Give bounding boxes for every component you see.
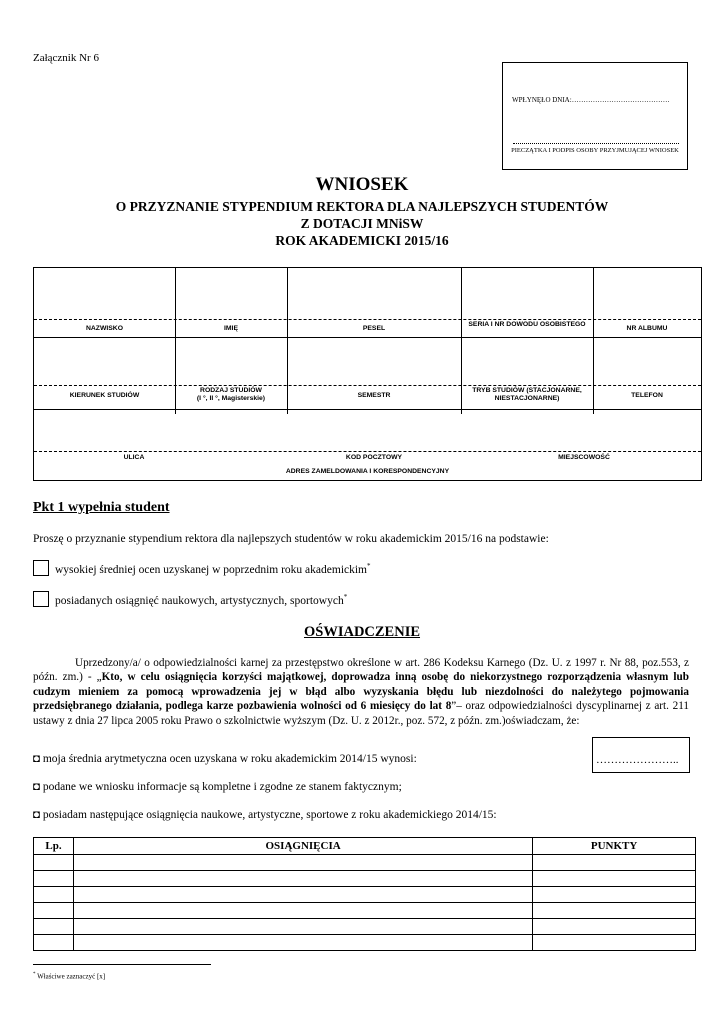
points-cell[interactable]: [533, 871, 696, 887]
table-header-row: [34, 838, 696, 855]
bullet-icon: ◘: [33, 753, 40, 765]
points-cell[interactable]: [533, 887, 696, 903]
request-text: Proszę o przyznanie stypendium rektora dla najlepszych studentów w roku akademickim 2015/16 na podstawie:: [33, 533, 549, 545]
city-label: MIEJSCOWOŚĆ: [558, 454, 610, 461]
bullet-icon: ◘: [33, 781, 40, 793]
points-cell[interactable]: [533, 919, 696, 935]
achievement-cell[interactable]: [73, 919, 532, 935]
study-type-label: [175, 387, 287, 403]
received-label: WPŁYNĘŁO DNIA:: [512, 96, 572, 104]
penal-code-quote: Kto, w celu osiągnięcia korzyści majątkowej, doprowadza inną osobę do niekorzystnego rozporządzenia własnym lub cudzym mieniem za pomocą wprowadzenia jej w błąd albo wyzyskania błędu lub niezdolności do należytego pojmowania przedsiębranego działania, podlega karze pozbawienia wolności od 6 miesięcy do lat 8: [33, 671, 689, 713]
footnote-mark: *: [33, 972, 36, 977]
col-header-lp: Lp.: [34, 838, 74, 855]
table-row: [34, 935, 696, 951]
study-mode-label: TRYB STUDIÓW (STACJONARNE, NIESTACJONARNE): [472, 387, 582, 402]
bullet-achievements: ◘ posiadam następujące osiągnięcia naukowe, artystyczne, sportowe z roku akademickiego 2014/15:: [33, 809, 497, 821]
col-header-points: PUNKTY: [533, 838, 696, 855]
postal-code-label: KOD POCZTOWY: [345, 454, 403, 461]
bullet-complete-info: ◘ podane we wniosku informacje są kompletne i zgodne ze stanem faktycznym;: [33, 781, 402, 793]
personal-data-table: [33, 267, 702, 481]
option-gpa-label: wysokiej średniej ocen uzyskanej w poprzednim roku akademickim*: [55, 562, 371, 576]
achievement-cell[interactable]: [73, 903, 532, 919]
footnote-separator: [33, 964, 211, 965]
points-cell[interactable]: [533, 903, 696, 919]
signature-label: PIECZĄTKA I PODPIS OSOBY PRZYJMUJĄCEJ WNIOSEK: [511, 147, 679, 154]
pkt1-title: Pkt 1 wypełnia student: [33, 500, 170, 515]
col-header-achievements: OSIĄGNIĘCIA: [73, 838, 532, 855]
option-achievements-label: posiadanych osiągnięć naukowych, artystycznych, sportowych*: [55, 593, 348, 607]
achievement-cell[interactable]: [73, 887, 532, 903]
form-subtitle-1: O PRZYZNANIE STYPENDIUM REKTORA DLA NAJLEPSZYCH STUDENTÓW: [115, 199, 609, 214]
phone-input[interactable]: [593, 338, 701, 385]
footnote-mark: *: [367, 562, 371, 570]
received-dots: ……………………………………: [571, 96, 670, 104]
table-row: [34, 903, 696, 919]
table-dash-line: [34, 385, 701, 386]
study-type-label-main: RODZAJ STUDIÓW: [200, 387, 262, 394]
address-input[interactable]: [34, 410, 701, 451]
surname-input[interactable]: [34, 268, 175, 319]
first-name-input[interactable]: [175, 268, 287, 319]
achievement-cell[interactable]: [73, 855, 532, 871]
street-label: ULICA: [123, 454, 145, 461]
table-row: [34, 871, 696, 887]
pesel-label: PESEL: [362, 325, 386, 332]
form-subtitle-2: Z DOTACJI MNiSW: [300, 216, 424, 231]
study-type-label-sub: (I °, II °, Magisterskie): [196, 395, 266, 402]
points-cell[interactable]: [533, 935, 696, 951]
field-of-study-input[interactable]: [34, 338, 175, 385]
lp-cell[interactable]: [34, 903, 74, 919]
receipt-stamp-box: [502, 62, 688, 170]
signature-line: [513, 143, 679, 144]
id-number-label: SERIA I NR DOWODU OSOBISTEGO: [468, 321, 586, 328]
achievement-cell[interactable]: [73, 871, 532, 887]
study-mode-input[interactable]: [461, 338, 593, 385]
footnote-mark: *: [343, 593, 348, 601]
album-number-input[interactable]: [593, 268, 701, 319]
declaration-title: OŚWIADCZENIE: [303, 624, 421, 640]
bullet-icon: ◘: [33, 809, 40, 821]
declaration-paragraph: Uprzedzony/a/ o odpowiedzialności karnej za przestępstwo określone w art. 286 Kodeksu Karnego (Dz. U. z 1997 r. Nr 88, poz.553, z późn. zm.) - „Kto, w celu osiągnięcia korzyści majątkowej, doprowadza inną osobę do niekorzystnego rozporządzenia własnym lub cudzym mieniem za pomocą wprowadzenia jej w błąd albo wyzyskania błędu lub niezdolności do należytego pojmowania przedsiębranego działania, podlega karze pozbawienia wolności od 6 miesięcy do lat 8”– oraz odpowiedzialności dyscyplinarnej z art. 211 ustawy z dnia 27 lipca 2005 roku Prawo o szkolnictwie wyższym (Dz. U. z 2012r., poz. 572, z późn. zm.)oświadczam, że:: [33, 657, 689, 727]
field-of-study-label: KIERUNEK STUDIÓW: [69, 392, 140, 399]
footnote: * Właściwe zaznaczyć [x]: [33, 972, 106, 981]
bullet-gpa: ◘ moja średnia arytmetyczna ocen uzyskana w roku akademickim 2014/15 wynosi:: [33, 753, 417, 765]
gpa-dots: …………………..: [596, 754, 679, 766]
lp-cell[interactable]: [34, 887, 74, 903]
form-subtitle-3: ROK AKADEMICKI 2015/16: [275, 233, 449, 248]
option-achievements-checkbox[interactable]: [33, 591, 49, 607]
achievement-cell[interactable]: [73, 935, 532, 951]
album-number-label: NR ALBUMU: [626, 325, 668, 332]
lp-cell[interactable]: [34, 935, 74, 951]
table-dash-line: [34, 451, 701, 452]
lp-cell[interactable]: [34, 855, 74, 871]
surname-label: NAZWISKO: [85, 325, 123, 332]
table-row: [34, 855, 696, 871]
semester-input[interactable]: [287, 338, 461, 385]
study-type-input[interactable]: [175, 338, 287, 385]
lp-cell[interactable]: [34, 871, 74, 887]
option-gpa-checkbox[interactable]: [33, 560, 49, 576]
gpa-value-box[interactable]: [592, 737, 690, 773]
attachment-label: Załącznik Nr 6: [33, 52, 99, 64]
address-footer-label: ADRES ZAMELDOWANIA I KORESPONDENCYJNY: [285, 468, 450, 475]
id-number-input[interactable]: [461, 268, 593, 319]
phone-label: TELEFON: [631, 392, 663, 399]
semester-label: SEMESTR: [357, 392, 391, 399]
table-row: [34, 887, 696, 903]
form-title: WNIOSEK: [315, 174, 409, 195]
pesel-input[interactable]: [287, 268, 461, 319]
received-date-field[interactable]: [512, 96, 670, 104]
first-name-label: IMIĘ: [224, 325, 238, 332]
points-cell[interactable]: [533, 855, 696, 871]
table-dash-line: [34, 319, 701, 320]
lp-cell[interactable]: [34, 919, 74, 935]
table-row: [34, 919, 696, 935]
achievements-table: [33, 837, 696, 951]
